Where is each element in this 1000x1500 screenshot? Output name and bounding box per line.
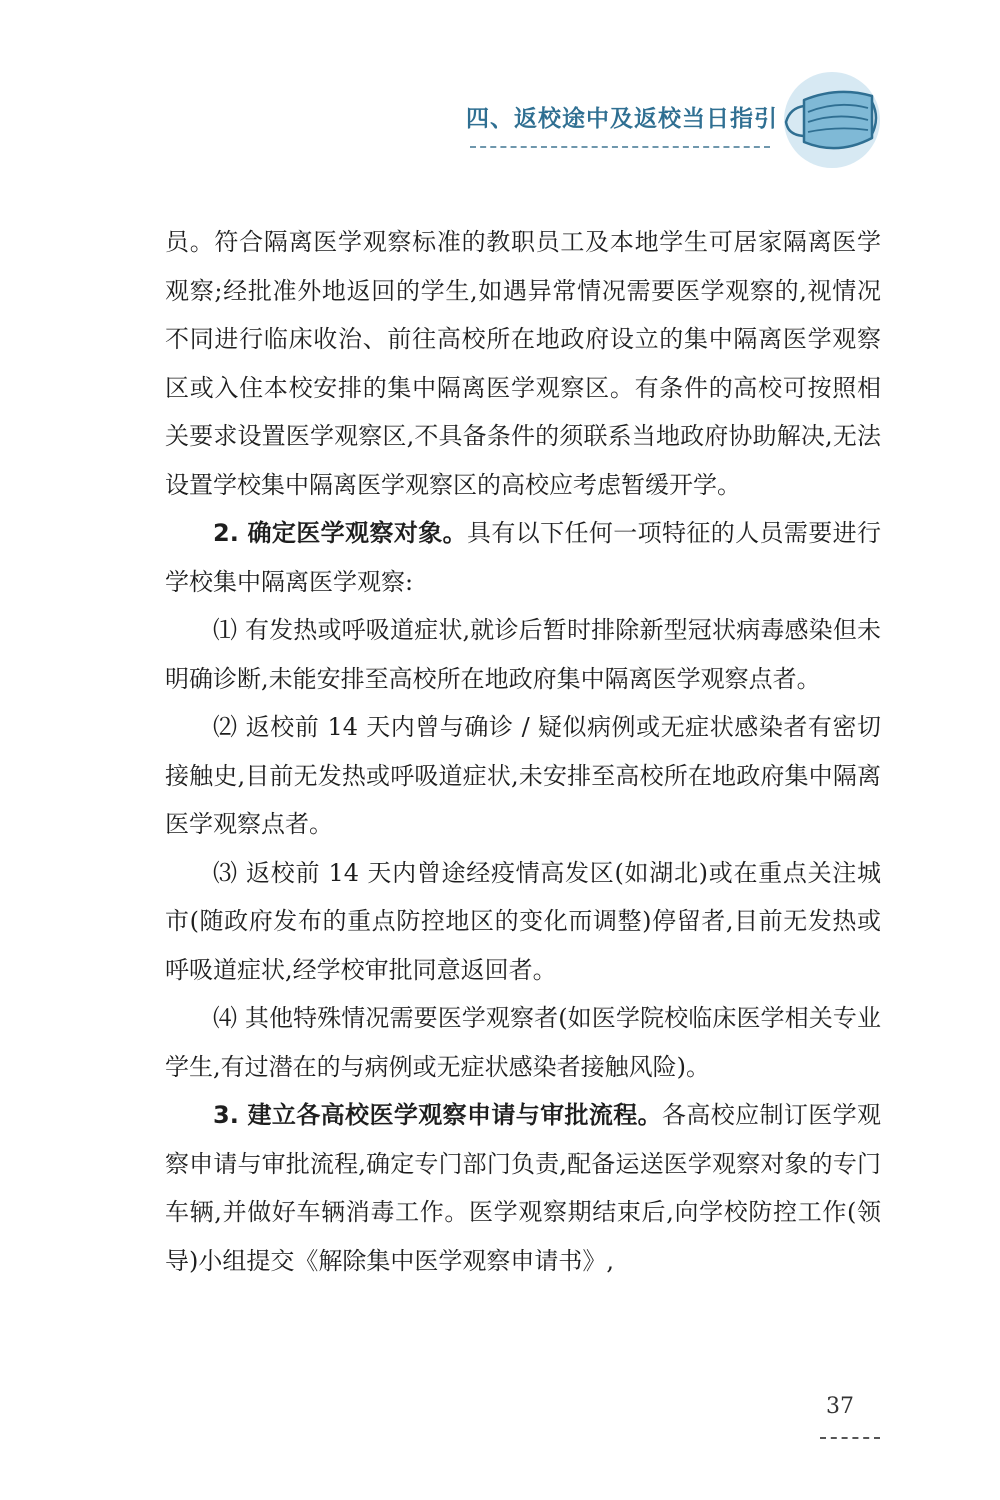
paragraph-continued: 员。符合隔离医学观察标准的教职员工及本地学生可居家隔离医学观察;经批准外地返回的学生,如遇异常情况需要医学观察的,视情况不同进行临床收治、前往高校所在地政府设立的集中隔离医学观察区或入住本校安排的集中隔离医学观察区。有条件的高校可按照相关要求设置医学观察区,不具备条件的须联系当地政府协助解决,无法设置学校集中隔离医学观察区的高校应考虑暂缓开学。: [165, 228, 881, 499]
paragraph-item-2: [165, 509, 881, 606]
sub-item-3: ⑶ 返校前 14 天内曾途经疫情高发区(如湖北)或在重点关注城市(随政府发布的重点防控地区的变化而调整)停留者,目前无发热或呼吸道症状,经学校审批同意返回者。: [165, 858, 881, 984]
section-title: 四、返校途中及返校当日指引: [466, 106, 778, 132]
page-number: 37: [826, 1394, 854, 1419]
face-mask-icon: [776, 70, 882, 170]
item-3-text: 各高校应制订医学观察申请与审批流程,确定专门部门负责,配备运送医学观察对象的专门车辆,并做好车辆消毒工作。医学观察期结束后,向学校防控工作(领导)小组提交《解除集中医学观察申请书》,: [165, 1101, 882, 1275]
sub-item-2: ⑵ 返校前 14 天内曾与确诊 / 疑似病例或无症状感染者有密切接触史,目前无发热或呼吸道症状,未安排至高校所在地政府集中隔离医学观察点者。: [165, 713, 881, 838]
sub-item-1: ⑴ 有发热或呼吸道症状,就诊后暂时排除新型冠状病毒感染但未明确诊断,未能安排至高校所在地政府集中隔离医学观察点者。: [165, 616, 881, 693]
header-divider: [470, 146, 770, 148]
sub-item-4: ⑷ 其他特殊情况需要医学观察者(如医学院校临床医学相关专业学生,有过潜在的与病例或无症状感染者接触风险)。: [165, 1004, 881, 1081]
item-3-heading: 3. 建立各高校医学观察申请与审批流程。: [213, 1101, 662, 1129]
footer-divider: [820, 1437, 880, 1439]
paragraph-item-3: [165, 1091, 881, 1285]
item-2-text: 具有以下任何一项特征的人员需要进行学校集中隔离医学观察:: [165, 519, 882, 596]
item-2-heading: 2. 确定医学观察对象。: [213, 519, 467, 547]
body-text: [165, 218, 881, 1285]
